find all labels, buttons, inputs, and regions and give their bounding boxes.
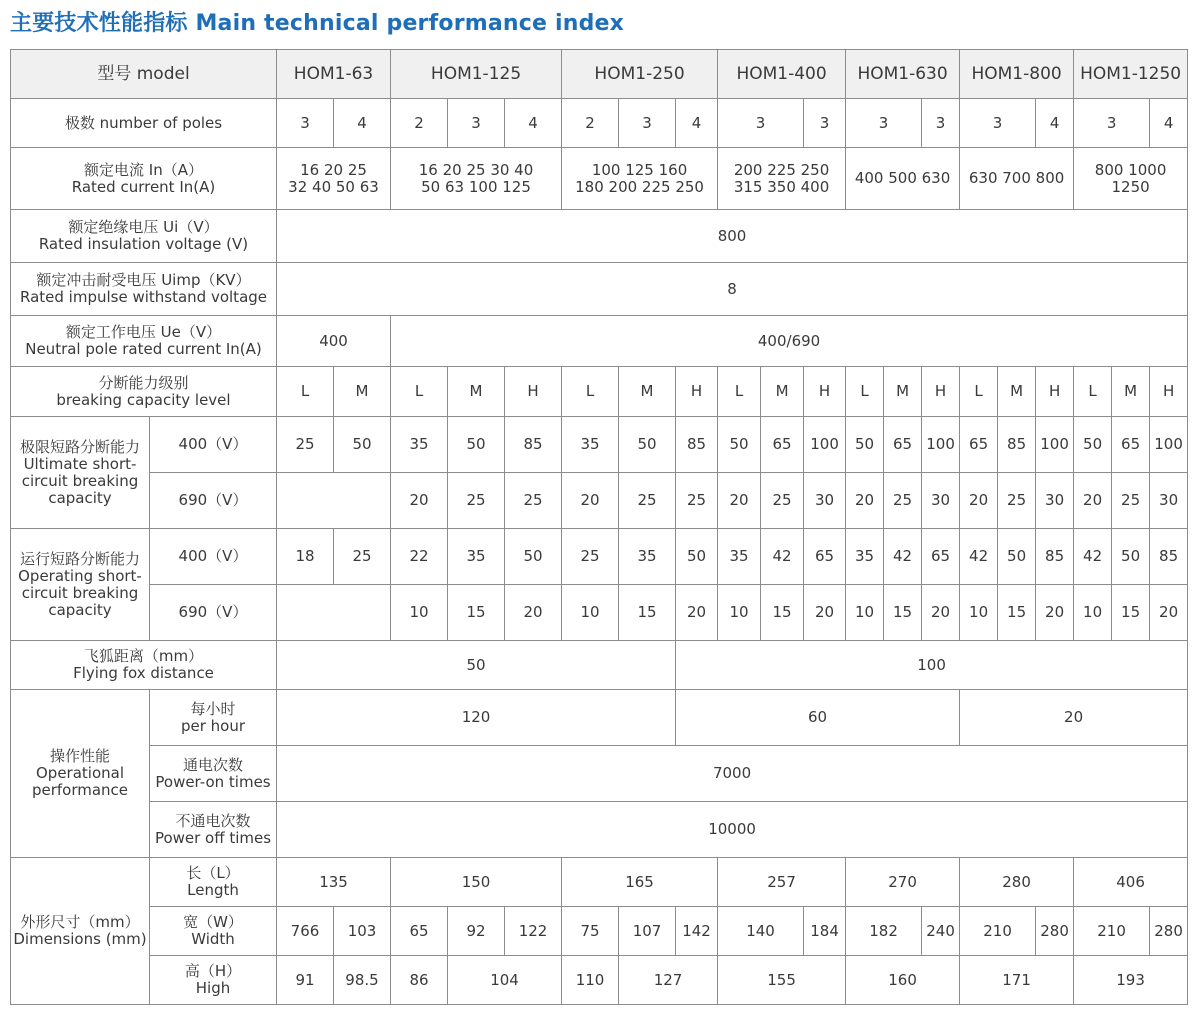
cell: M [334,367,391,417]
cell: 20 [960,473,998,529]
cell: 3 [922,99,960,148]
cell: 30 [922,473,960,529]
cell: 160 [846,956,960,1005]
label-line: 运行短路分断能力 [19,549,140,568]
cell [718,148,846,210]
cell: 42 [884,529,922,585]
icu-400-row [11,417,1188,473]
cell: 3 [277,99,334,148]
cell: 104 [448,956,562,1005]
cell: 15 [619,585,676,641]
label-cn: 外形尺寸（mm） [20,913,140,931]
cell: 270 [846,858,960,907]
label-en: Rated insulation voltage (V) [38,235,249,253]
label-cn: 操作性能 [49,747,110,765]
cell: 50 [1112,529,1150,585]
cell: 50 [676,529,718,585]
cell: 100 [676,641,1188,690]
cell: L [391,367,448,417]
cell: 2 [391,99,448,148]
cell: 210 [1074,907,1150,956]
cell: 35 [562,417,619,473]
cell: 400/690 [391,316,1188,367]
cell [562,148,718,210]
cell: L [846,367,884,417]
level-label [11,367,277,417]
cell: 25 [884,473,922,529]
cell: 10 [391,585,448,641]
label-en: performance [31,781,129,799]
cell: 15 [884,585,922,641]
height-row [11,956,1188,1005]
label-cn: 高（H） [184,962,242,980]
label-line: capacity [48,600,112,619]
cell: 91 [277,956,334,1005]
cell: 86 [391,956,448,1005]
cell: 25 [619,473,676,529]
voltage-label: 400（V） [150,529,277,585]
label-cn: 长（L） [186,864,240,882]
label-line: capacity [48,488,112,507]
label-cn: 额定工作电压 Ue（V） [65,323,222,341]
cell: 107 [619,907,676,956]
cell: 20 [804,585,846,641]
label-en: Rated current In(A) [71,177,216,196]
cell: 100 [922,417,960,473]
cell: 42 [960,529,998,585]
cell: 3 [718,99,804,148]
cell: 4 [1036,99,1074,148]
label-cn: 不通电次数 [175,811,251,830]
label-line: Operating short- [18,566,142,585]
uimp-row [11,263,1188,316]
cell: 120 [277,690,676,746]
cell: 8 [277,263,1188,316]
cell: 280 [1150,907,1188,956]
cell: L [960,367,998,417]
poles-row [11,99,1188,148]
cell: 50 [277,641,676,690]
label-cn: 额定冲击耐受电压 Uimp（KV） [36,271,251,289]
cell: 20 [922,585,960,641]
length-label [150,858,277,907]
width-label [150,907,277,956]
label-en: per hour [180,716,246,735]
cell: 85 [505,417,562,473]
cell: 20 [562,473,619,529]
cell: L [718,367,761,417]
model-hom1-400: HOM1-400 [718,50,846,99]
model-hom1-250: HOM1-250 [562,50,718,99]
per-hour-row [11,690,1188,746]
label-cn: 宽（W） [183,913,243,931]
cell: 25 [676,473,718,529]
cell: 25 [448,473,505,529]
label-en: Length [187,881,239,899]
model-header-row [11,50,1188,99]
power-on-label [150,746,277,802]
cell [277,473,391,529]
cell: 10 [562,585,619,641]
cell: 50 [718,417,761,473]
cell: 280 [1036,907,1074,956]
label-en: Neutral pole rated current In(A) [25,340,262,358]
cell: 4 [334,99,391,148]
label-en: High [195,979,231,997]
cell: 142 [676,907,718,956]
dimensions-label [11,858,150,1005]
model-label: 型号 model [11,50,277,99]
cell: 165 [562,858,718,907]
cell: 35 [718,529,761,585]
label-cn: 额定绝缘电压 Ui（V） [68,218,219,236]
cell: 25 [277,417,334,473]
cell: 100 [1150,417,1188,473]
ui-row [11,210,1188,263]
cell-line: 100 125 160 [591,160,688,179]
cell: L [277,367,334,417]
cell: 85 [1150,529,1188,585]
cell: 3 [448,99,505,148]
ue-row [11,316,1188,367]
cell: 100 [804,417,846,473]
cell: 65 [1112,417,1150,473]
cell: H [804,367,846,417]
cell: 25 [334,529,391,585]
cell: 65 [804,529,846,585]
icu-690-row [11,473,1188,529]
cell: 85 [1036,529,1074,585]
cell: M [1112,367,1150,417]
label-line: Ultimate short- [23,454,137,473]
cell: 240 [922,907,960,956]
cell: 800 [277,210,1188,263]
rated-current-row [11,148,1188,210]
cell: 150 [391,858,562,907]
label-en: Dimensions (mm) [13,930,147,948]
cell-line: 16 20 25 30 40 [418,160,534,179]
cell: 3 [804,99,846,148]
cell-line: 1250 [1111,177,1150,196]
cell: 3 [1074,99,1150,148]
cell-line: 50 63 100 125 [421,177,531,196]
cell: 50 [448,417,505,473]
icu-label [11,417,150,529]
cell-line: 315 350 400 [733,177,830,196]
cell: 20 [1150,585,1188,641]
label-en: Power-on times [155,772,271,791]
cell [391,148,562,210]
cell: 65 [922,529,960,585]
cell: 10000 [277,802,1188,858]
ics-690-row [11,585,1188,641]
rated-current-label [11,148,277,210]
label-en: Flying fox distance [73,664,214,682]
label-en: Power off times [154,828,272,847]
ue-label [11,316,277,367]
cell-line: 800 1000 [1094,160,1167,179]
label-cn: 飞狐距离（mm） [83,647,204,665]
cell: 135 [277,858,391,907]
cell: 10 [846,585,884,641]
poles-label: 极数 number of poles [11,99,277,148]
cell [1074,148,1188,210]
cell: 30 [1150,473,1188,529]
cell: 400 [277,316,391,367]
cell: 35 [391,417,448,473]
cell [277,148,391,210]
ui-label [11,210,277,263]
width-row [11,907,1188,956]
model-hom1-63: HOM1-63 [277,50,391,99]
cell: 2 [562,99,619,148]
cell: 10 [1074,585,1112,641]
length-row [11,858,1188,907]
power-off-row [11,802,1188,858]
cell: 10 [718,585,761,641]
height-label [150,956,277,1005]
cell: 20 [505,585,562,641]
cell: 3 [960,99,1036,148]
cell: 20 [846,473,884,529]
level-row [11,367,1188,417]
cell: 103 [334,907,391,956]
cell: 18 [277,529,334,585]
label-cn: 通电次数 [182,755,243,774]
label-line: 极限短路分断能力 [19,437,140,456]
cell: 100 [1036,417,1074,473]
cell: 50 [619,417,676,473]
cell-line: 630 700 800 [968,169,1065,187]
page-title: 主要技术性能指标 Main technical performance index [10,11,625,36]
cell: 65 [761,417,804,473]
cell: M [884,367,922,417]
model-hom1-1250: HOM1-1250 [1074,50,1188,99]
cell: 210 [960,907,1036,956]
voltage-label: 690（V） [150,473,277,529]
cell: 50 [334,417,391,473]
cell: H [1150,367,1188,417]
cell: 406 [1074,858,1188,907]
cell: 155 [718,956,846,1005]
cell: M [619,367,676,417]
cell: 25 [505,473,562,529]
cell: 42 [1074,529,1112,585]
label-cn: 每小时 [190,699,236,718]
label-cn: 分断能力级别 [98,373,189,392]
voltage-label: 690（V） [150,585,277,641]
model-hom1-800: HOM1-800 [960,50,1074,99]
flying-row [11,641,1188,690]
cell: 15 [998,585,1036,641]
label-cn: 额定电流 In（A） [84,160,203,179]
per-hour-label [150,690,277,746]
spec-table [10,49,1188,1005]
cell: 20 [1074,473,1112,529]
cell: 50 [846,417,884,473]
cell: 15 [761,585,804,641]
cell: 20 [391,473,448,529]
cell: 7000 [277,746,1188,802]
cell: 50 [505,529,562,585]
cell: 766 [277,907,334,956]
ics-400-row [11,529,1188,585]
cell: 140 [718,907,804,956]
cell: 35 [448,529,505,585]
cell: 35 [619,529,676,585]
label-en: Operational [35,764,124,782]
cell-line: 16 20 25 [300,160,367,179]
cell: 42 [761,529,804,585]
cell: 127 [619,956,718,1005]
cell: 25 [562,529,619,585]
cell: L [562,367,619,417]
cell [846,148,960,210]
cell: 25 [1112,473,1150,529]
cell: 20 [718,473,761,529]
cell: 22 [391,529,448,585]
label-en: Rated impulse withstand voltage [19,288,268,306]
cell: M [761,367,804,417]
label-en: breaking capacity level [56,390,231,409]
power-off-label [150,802,277,858]
cell: H [505,367,562,417]
cell: H [1036,367,1074,417]
flying-label [11,641,277,690]
cell: 30 [1036,473,1074,529]
label-line: circuit breaking [21,583,139,602]
cell: 20 [960,690,1188,746]
cell: 25 [998,473,1036,529]
cell: 60 [676,690,960,746]
cell [277,585,391,641]
cell: 3 [619,99,676,148]
cell-line: 200 225 250 [733,160,830,179]
cell: 85 [998,417,1036,473]
cell: 92 [448,907,505,956]
cell: 184 [804,907,846,956]
ics-label [11,529,150,641]
cell: 4 [676,99,718,148]
cell: 280 [960,858,1074,907]
cell: 30 [804,473,846,529]
cell: M [448,367,505,417]
cell: 15 [448,585,505,641]
cell: 65 [960,417,998,473]
cell [960,148,1074,210]
cell: 85 [676,417,718,473]
cell: 50 [998,529,1036,585]
cell: 50 [1074,417,1112,473]
cell-line: 400 500 630 [854,169,951,187]
label-en: Width [191,930,235,948]
cell: 98.5 [334,956,391,1005]
cell: 122 [505,907,562,956]
model-hom1-125: HOM1-125 [391,50,562,99]
cell: 20 [1036,585,1074,641]
cell: 182 [846,907,922,956]
cell: 193 [1074,956,1188,1005]
cell: 4 [505,99,562,148]
cell: 20 [676,585,718,641]
cell: 171 [960,956,1074,1005]
cell: 25 [761,473,804,529]
voltage-label: 400（V） [150,417,277,473]
cell: 35 [846,529,884,585]
operational-label [11,690,150,858]
cell: H [676,367,718,417]
label-line: circuit breaking [21,471,139,490]
cell: 257 [718,858,846,907]
cell: 15 [1112,585,1150,641]
cell: 10 [960,585,998,641]
cell: H [922,367,960,417]
cell: L [1074,367,1112,417]
cell: 3 [846,99,922,148]
cell: 65 [884,417,922,473]
cell: 65 [391,907,448,956]
cell-line: 180 200 225 250 [575,177,704,196]
model-hom1-630: HOM1-630 [846,50,960,99]
cell: 4 [1150,99,1188,148]
cell: M [998,367,1036,417]
cell-line: 32 40 50 63 [288,177,379,196]
cell: 75 [562,907,619,956]
uimp-label [11,263,277,316]
power-on-row [11,746,1188,802]
cell: 110 [562,956,619,1005]
